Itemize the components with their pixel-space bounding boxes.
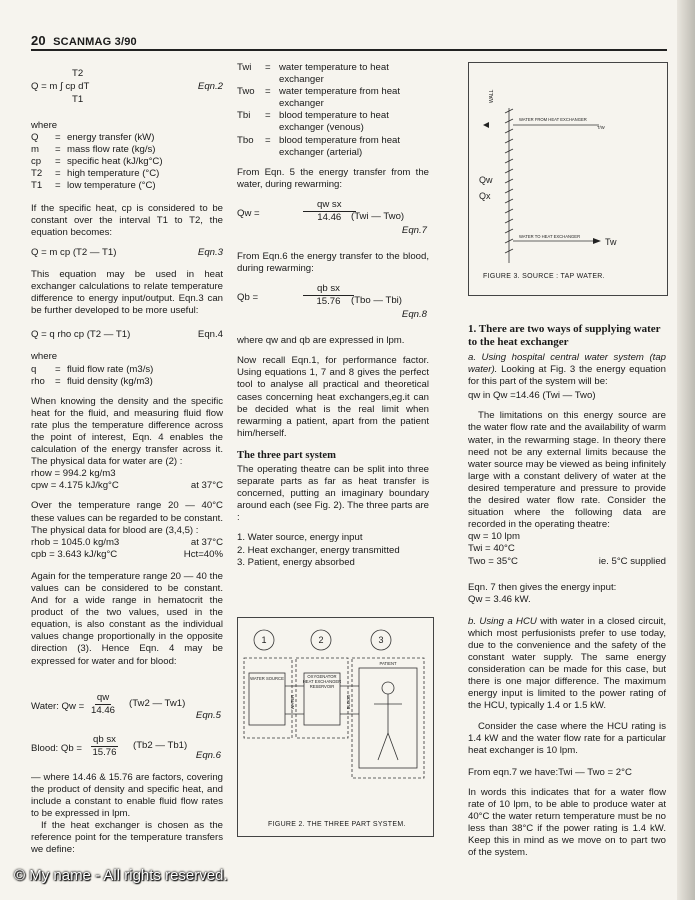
patient-head xyxy=(382,682,394,694)
equals-sign: = xyxy=(55,168,61,180)
blood-cp-row xyxy=(31,549,223,561)
paragraph: Again for the temperature range 20 — 40 the values can be considered to be constant. And for a wide range in hematocrit the product of the two values, used in the equation, is also constant as the individual values change proportionally in the opposite direction (3). Hence Eqn. 4 may be expressed for water and for blood: xyxy=(31,570,223,667)
parts-list-item: 2. Heat exchanger, energy transmitted xyxy=(237,544,400,556)
water-label: WATER xyxy=(290,694,295,710)
parts-list-item: 3. Patient, energy absorbed xyxy=(237,556,355,568)
definition-text: blood temperature from heat exchanger (arterial) xyxy=(279,134,401,158)
equation-5 xyxy=(31,692,223,722)
paragraph: From Eqn.6 the energy transfer to the blood, during rewarming: xyxy=(237,250,429,275)
copyright-watermark: © My name - All rights reserved. xyxy=(14,867,228,884)
qw-result: Qw = 3.46 kW. xyxy=(468,593,531,605)
column-1 xyxy=(31,62,223,864)
definition-text: fluid density (kg/m3) xyxy=(67,375,153,387)
water-rho: rhow = 994.2 kg/m3 xyxy=(31,468,116,480)
paragraph: where qw and qb are expressed in lpm. xyxy=(237,335,405,347)
equals-sign: = xyxy=(265,134,271,146)
definition-item xyxy=(237,62,429,86)
where-label: where xyxy=(31,120,58,131)
paragraph: When knowing the density and the specific heat for the fluid, and measuring fluid flow rate plus the temperature difference across the point of interest, Eqn. 4 enables the calculation of the energy transfer across it. The physical data for water are (2) : xyxy=(31,395,223,468)
wall-label: WALL xyxy=(489,89,495,103)
eq8-fraction xyxy=(303,283,354,308)
paragraph: The limitations on this energy source are the water flow rate and the availability of warm water, in the rewarming stage. In theory there need not be any external limits because the water source may be viewed as being infinitely large with a constant delivery of water at the desired temperature and pressure to provide the desired water flow rate. Consider the situation where the following data are recorded in the operating theatre: xyxy=(468,410,666,531)
eq3-label: Eqn.3 xyxy=(197,246,223,258)
reservoir-label: RESERVOIR xyxy=(309,684,335,689)
circle-label-2: 2 xyxy=(318,635,324,645)
blood-cp: cpb = 3.643 kJ/kg°C xyxy=(31,548,118,560)
definition-item xyxy=(31,376,223,388)
to-hx-label: WATER TO HEAT EXCHANGER xyxy=(519,234,581,239)
eq6-fraction xyxy=(91,734,118,759)
definition-symbol: m xyxy=(31,144,39,156)
eq6-denominator: 15.76 xyxy=(92,746,117,758)
paragraph: The operating theatre can be split into three separate parts as far as heat transfer is concerned, putting an imaginary boundary around each (see Fig. 2). The three parts are : xyxy=(237,463,429,524)
water-cp: cpw = 4.175 kJ/kg°C xyxy=(31,480,119,492)
definition-item xyxy=(237,86,429,110)
definition-symbol: Tbi xyxy=(237,110,251,122)
eq2-upper-limit: T2 xyxy=(72,68,84,79)
definition-list-2 xyxy=(31,364,223,388)
right-arrow xyxy=(593,238,601,244)
eq4-label: Eqn.4 xyxy=(197,329,223,341)
paragraph xyxy=(468,616,666,713)
parts-list xyxy=(237,532,429,568)
equation-7 xyxy=(237,199,429,243)
equation-2 xyxy=(31,68,223,108)
definition-text: water temperature to heat exchanger xyxy=(279,62,389,86)
equals-sign: = xyxy=(55,132,61,144)
eq6-numerator: qb sx xyxy=(91,734,118,747)
journal-title: SCANMAG 3/90 xyxy=(53,36,137,48)
paragraph-text: Looking at Fig. 3 the energy equation for this part of the system will be: xyxy=(468,364,666,388)
oxygenator-label: OXYGENATOR xyxy=(307,674,337,679)
definition-text: water temperature from heat exchanger xyxy=(279,86,401,110)
paragraph: If the specific heat, cp is considered to be constant over the interval T1 to T2, the equation becomes: xyxy=(31,202,223,238)
column-3 xyxy=(468,323,666,867)
circle-label-3: 3 xyxy=(378,635,384,645)
paragraph: If the heat exchanger is chosen as the reference point for the temperature transfers we define: xyxy=(31,820,223,856)
subheading-a: a. Using hospital central water system (tap water). xyxy=(468,352,666,376)
eq6-tail: (Tb2 — Tb1) xyxy=(133,739,188,751)
blood-hct: Hct=40% xyxy=(183,548,223,560)
definition-item xyxy=(31,144,223,156)
water-temp: at 37°C xyxy=(190,480,223,492)
qw-label: Qw xyxy=(479,175,493,185)
eq2-lower-limit: T1 xyxy=(72,94,84,105)
definition-symbol: q xyxy=(31,363,37,375)
figure-2-diagram xyxy=(238,618,433,836)
qx-label: Qx xyxy=(479,191,491,201)
definition-symbol: rho xyxy=(31,375,45,387)
twi-value: Twi = 40°C xyxy=(468,543,515,555)
definition-item xyxy=(31,364,223,376)
paragraph: This equation may be used in heat exchanger calculations to relate temperature difference to energy input/output. Eqn.3 can be further developed to be more useful: xyxy=(31,268,223,317)
supplied-value: ie. 5°C supplied xyxy=(598,555,666,567)
eq4-body: Q = q rho cp (T2 — T1) xyxy=(31,329,131,341)
page-number: 20 xyxy=(31,33,46,48)
eq5-numerator: qw xyxy=(95,692,111,705)
blood-label: BLOOD xyxy=(346,694,351,710)
equals-sign: = xyxy=(55,144,61,156)
definition-text: specific heat (kJ/kg°C) xyxy=(67,156,163,168)
definition-symbol: cp xyxy=(31,156,42,168)
page-header xyxy=(31,33,667,51)
eq5-label: Eqn.5 xyxy=(195,709,221,721)
eq2-label: Eqn.2 xyxy=(197,81,223,92)
definition-text: fluid flow rate (m3/s) xyxy=(67,363,154,375)
figure-2-caption: FIGURE 2. THE THREE PART SYSTEM. xyxy=(268,821,406,828)
definition-item xyxy=(237,110,429,134)
definition-text: mass flow rate (kg/s) xyxy=(67,144,156,156)
heat-exchanger-label: HEAT EXCHANGER xyxy=(302,679,342,684)
eq7-numerator: qw sx xyxy=(303,199,356,212)
eq7-fraction xyxy=(303,199,356,224)
blood-rho: rhob = 1045.0 kg/m3 xyxy=(31,536,120,548)
where-label: where xyxy=(31,351,58,363)
definition-list-1 xyxy=(31,132,223,192)
definition-text: blood temperature to heat exchanger (venous) xyxy=(279,110,389,134)
equation-3 xyxy=(31,247,223,259)
eq7-tail: (Twi — Two) xyxy=(351,210,405,222)
equals-sign: = xyxy=(55,156,61,168)
figure-3 xyxy=(468,62,668,296)
patient-leg-left xyxy=(378,733,388,760)
equals-sign: = xyxy=(265,62,271,73)
tw-label: Tw xyxy=(605,237,617,247)
energy-equation-line: qw in Qw =14.46 (Twi — Two) xyxy=(468,390,596,402)
section-heading: 1. There are two ways of supplying water to the heat exchanger xyxy=(468,323,661,348)
paragraph: From Eqn. 5 the energy transfer from the water, during rewarming: xyxy=(237,166,429,190)
tiw-label: T/W xyxy=(597,125,605,130)
two-row xyxy=(468,556,666,568)
eq7-label: Eqn.7 xyxy=(401,224,427,236)
eq8-lead: Qb = xyxy=(237,292,259,304)
definition-symbol: T1 xyxy=(31,180,43,192)
definition-item xyxy=(237,135,429,159)
paragraph: From eqn.7 we have:Twi — Two = 2°C xyxy=(468,766,632,778)
blood-rho-row xyxy=(31,537,223,549)
temperature-definitions xyxy=(237,62,429,159)
definition-item xyxy=(31,132,223,144)
definition-symbol: Q xyxy=(31,132,39,144)
definition-text: energy transfer (kW) xyxy=(67,132,155,144)
paragraph: Consider the case where the HCU rating is 1.4 kW and the water flow rate for a particular heat exchanger is 10 lpm. xyxy=(468,720,666,756)
equals-sign: = xyxy=(265,110,271,122)
definition-item xyxy=(31,156,223,168)
left-arrow xyxy=(483,122,489,128)
eq5-lead: Water: Qw = xyxy=(31,700,85,712)
equals-sign: = xyxy=(55,363,61,375)
paragraph: — where 14.46 & 15.76 are factors, covering the product of density and specific heat, and include a constant to enable fluid flow rates to be expressed in lpm. xyxy=(31,771,223,819)
figure-2 xyxy=(237,617,434,837)
equation-6 xyxy=(31,734,223,766)
circle-label-1: 1 xyxy=(261,635,267,645)
eq2-body: Q = m ∫ cp dT xyxy=(31,81,90,92)
equation-8 xyxy=(237,283,429,327)
from-hx-label: WATER FROM HEAT EXCHANGER xyxy=(519,117,587,122)
parts-list-item: 1. Water source, energy input xyxy=(237,532,363,544)
subheading-b: b. Using a HCU xyxy=(468,615,537,627)
eq5-fraction xyxy=(91,692,115,717)
eq8-label: Eqn.8 xyxy=(401,309,427,321)
definition-symbol: Two xyxy=(237,86,255,98)
patient-leg-right xyxy=(388,733,398,760)
eq6-label: Eqn.6 xyxy=(195,749,221,761)
page-edge-shadow xyxy=(677,0,695,900)
paragraph-text: with water in a closed circuit, which most perfusionists prefer to use today, due to the convenience and the safety of the constant water supply. The same energy consideration can be made for this case, but there is one major difference. The maximum energy input is limited to the power rating of the HCU, typically 1.4 or 1.5 kW. xyxy=(468,615,666,712)
figure-3-diagram xyxy=(469,63,667,295)
eq7-denominator: 14.46 xyxy=(317,212,342,224)
equals-sign: = xyxy=(265,86,271,98)
eq8-tail: (Tbo — Tbi) xyxy=(351,295,402,307)
eq8-numerator: qb sx xyxy=(303,283,354,296)
definition-item xyxy=(31,180,223,192)
eq6-lead: Blood: Qb = xyxy=(31,742,82,754)
equals-sign: = xyxy=(55,375,61,387)
qw-value: qw = 10 lpm xyxy=(468,531,520,543)
blood-temp: at 37°C xyxy=(190,536,223,548)
definition-text: high temperature (°C) xyxy=(67,168,160,180)
definition-symbol: T2 xyxy=(31,168,43,180)
paragraph: Now recall Eqn.1, for performance factor. Using equations 1, 7 and 8 gives the perfect tool to analyse all practical and theoretical cases concerning heat exchangers,eg.it can be decided what is the real limit when rewarming a patient, apart from the patient him/herself. xyxy=(237,355,429,439)
equals-sign: = xyxy=(55,180,61,192)
eq5-denominator: 14.46 xyxy=(91,704,116,716)
figure-3-caption: FIGURE 3. SOURCE : TAP WATER. xyxy=(483,273,605,280)
column-2 xyxy=(237,62,429,569)
eq5-tail: (Tw2 — Tw1) xyxy=(129,697,186,709)
water-cp-row xyxy=(31,480,223,492)
eq3-body: Q = m cp (T2 — T1) xyxy=(31,246,117,258)
equation-4 xyxy=(31,329,223,341)
eq8-denominator: 15.76 xyxy=(316,296,341,308)
definition-text: low temperature (°C) xyxy=(67,180,156,192)
definition-symbol: Tbo xyxy=(237,134,254,146)
two-value: Two = 35°C xyxy=(468,555,518,567)
paragraph: Eqn. 7 then gives the energy input: xyxy=(468,581,617,593)
section-heading: The three part system xyxy=(237,449,336,461)
definition-symbol: Twi xyxy=(237,62,252,73)
water-source-label: WATER SOURCE xyxy=(250,676,284,681)
paragraph xyxy=(468,352,666,388)
paragraph: In words this indicates that for a water flow rate of 10 lpm, to be able to produce water at 40°C the water return temperature must be no less than 38°C if the power rating is 1.4 kW. Keep this in mind as we move on to part two of the system. xyxy=(468,786,666,859)
eq7-lead: Qw = xyxy=(237,207,260,219)
patient-label: PATIENT xyxy=(379,661,397,666)
paragraph: Over the temperature range 20 — 40°C these values can be regarded to be constant. The physical data for blood are (3,4,5) : xyxy=(31,500,224,536)
definition-item xyxy=(31,168,223,180)
